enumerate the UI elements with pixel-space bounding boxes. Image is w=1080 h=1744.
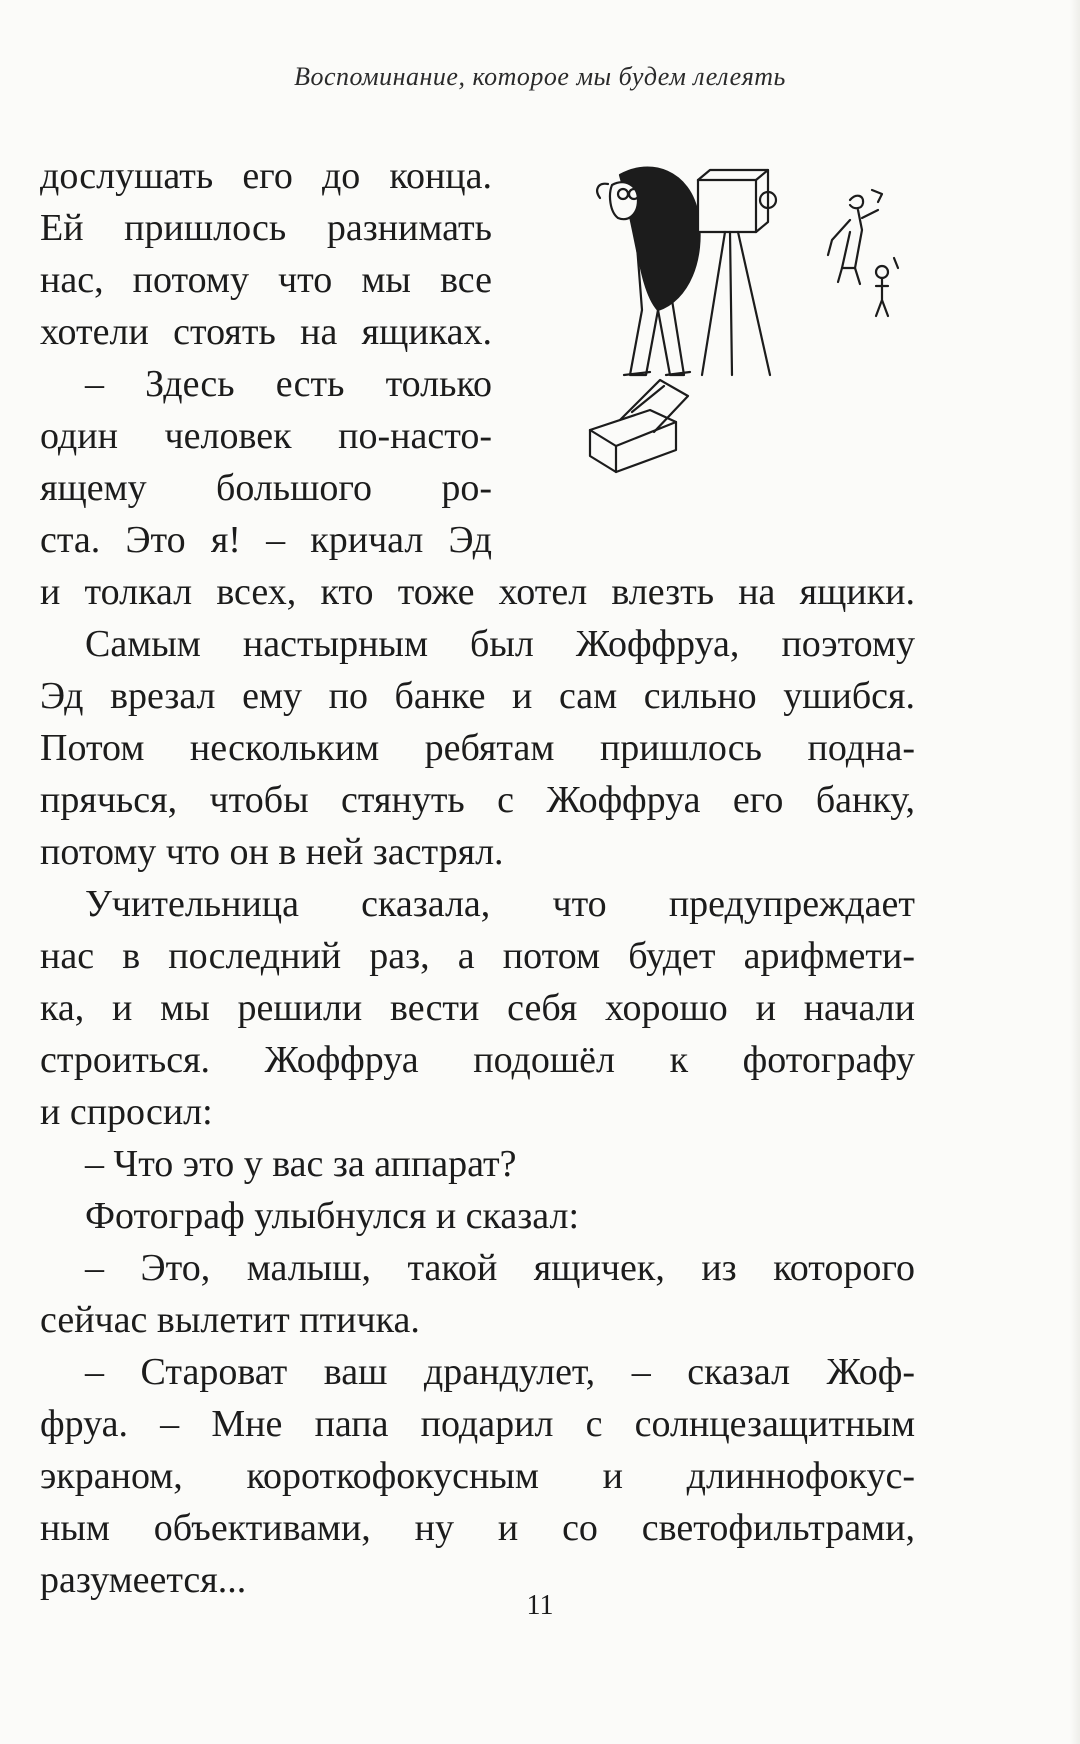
running-header: Воспоминание, которое мы будем лелеять <box>294 62 786 91</box>
photographer-illustration <box>580 160 920 540</box>
page-edge-shadow <box>1070 0 1080 1744</box>
text-line: нас в последний раз, а потом будет арифмети- <box>40 935 915 977</box>
text-line: фруа. – Мне папа подарил с солнцезащитным <box>40 1403 915 1445</box>
text-line: нас, потому что мы все <box>40 259 492 301</box>
text-line: и спросил: <box>40 1091 213 1133</box>
text-line: хотели стоять на ящиках. <box>40 311 492 353</box>
text-line: Самым настырным был Жоффруа, поэтому <box>85 623 915 665</box>
text-line: ка, и мы решили вести себя хорошо и начали <box>40 987 915 1029</box>
text-line: сейчас вылетит птичка. <box>40 1299 420 1341</box>
text-line: Фотограф улыбнулся и сказал: <box>85 1195 580 1237</box>
text-line: дослушать его до конца. <box>40 155 492 197</box>
text-line: – Это, малыш, такой ящичек, из которого <box>85 1247 915 1289</box>
text-line: ным объективами, ну и со светофильтрами, <box>40 1507 915 1549</box>
text-line: Эд врезал ему по банке и сам сильно ушибся. <box>40 675 915 717</box>
text-line: – Здесь есть только <box>85 363 492 405</box>
page-number: 11 <box>526 1590 554 1621</box>
text-line: экраном, короткофокусным и длиннофокус- <box>40 1455 915 1497</box>
text-line: ящему большого ро- <box>40 467 492 509</box>
text-line: Потом нескольким ребятам пришлось подна- <box>40 727 915 769</box>
text-line: прячься, чтобы стянуть с Жоффруа его банку, <box>40 779 915 821</box>
text-line: один человек по-насто- <box>40 415 492 457</box>
text-line: Ей пришлось разнимать <box>40 207 492 249</box>
text-line: Учительница сказала, что предупреждает <box>85 883 915 925</box>
text-line: и толкал всех, кто тоже хотел влезть на ящики. <box>40 571 915 613</box>
text-line: – Староват ваш драндулет, – сказал Жоф- <box>85 1351 915 1393</box>
text-line: ста. Это я! – кричал Эд <box>40 519 492 561</box>
text-line: потому что он в ней застрял. <box>40 831 504 873</box>
text-line: строиться. Жоффруа подошёл к фотографу <box>40 1039 915 1081</box>
text-line: разумеется... <box>40 1559 247 1601</box>
text-line: – Что это у вас за аппарат? <box>85 1143 517 1185</box>
